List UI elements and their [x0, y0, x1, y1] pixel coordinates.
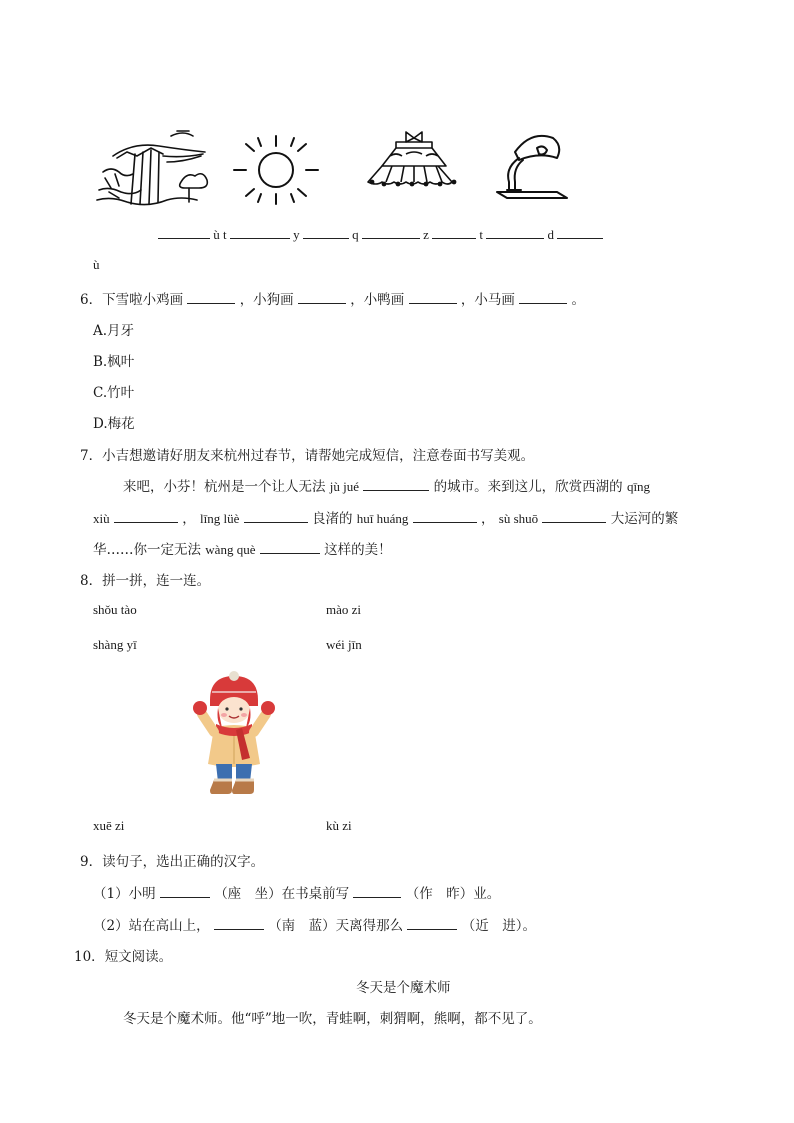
- answer-blank[interactable]: [298, 291, 346, 304]
- passage-text: 冬天是个魔术师。他“呼”地一吹，青蛙啊，刺猬啊，熊啊，都不见了。: [123, 1011, 542, 1027]
- item-text: （南 蓝）天离得那么: [268, 918, 404, 934]
- question-text: ，小鸭画: [350, 292, 405, 308]
- answer-blank[interactable]: [244, 510, 308, 523]
- answer-blank[interactable]: [432, 226, 476, 239]
- winter-child-illustration: [188, 670, 280, 798]
- letter-text: 华……你一定无法: [93, 542, 201, 558]
- letter-text: ，: [182, 511, 196, 527]
- answer-blank[interactable]: [303, 226, 349, 239]
- pinyin-segment: q: [352, 227, 359, 242]
- sun-icon: [228, 134, 324, 206]
- question-number: 10．: [74, 949, 105, 965]
- q9-item-2: [93, 914, 536, 934]
- answer-blank[interactable]: [260, 541, 320, 554]
- letter-text: ，: [481, 511, 495, 527]
- answer-blank[interactable]: [519, 291, 567, 304]
- question-number: 8．: [80, 573, 103, 589]
- pinyin-item[interactable]: kù zi: [326, 818, 352, 833]
- answer-blank[interactable]: [114, 510, 178, 523]
- letter-line-2: [93, 507, 678, 527]
- item-text: （作 昨）业。: [405, 886, 501, 902]
- pinyin-prompt: xiù: [93, 511, 110, 526]
- letter-text: 来吧，小芬！杭州是一个让人无法: [123, 479, 326, 495]
- pinyin-wrap: ù: [93, 257, 100, 272]
- answer-blank[interactable]: [353, 885, 401, 898]
- passage-title: 冬天是个魔术师: [356, 980, 451, 996]
- question-9: [80, 850, 264, 870]
- answer-blank[interactable]: [557, 226, 603, 239]
- pinyin-prompt: sù shuō: [498, 511, 539, 526]
- answer-blank[interactable]: [409, 291, 457, 304]
- answer-blank[interactable]: [413, 510, 477, 523]
- skirt-icon: [362, 128, 466, 190]
- letter-text: 大运河的繁: [610, 511, 679, 527]
- pinyin-item[interactable]: xuē zi: [93, 818, 125, 833]
- pinyin-segment: ù t: [213, 227, 227, 242]
- answer-blank[interactable]: [160, 885, 210, 898]
- pinyin-segment: t: [479, 227, 484, 242]
- desk-lamp-icon: [493, 130, 575, 202]
- answer-blank[interactable]: [542, 510, 606, 523]
- question-6: [80, 288, 585, 308]
- item-text: （1）小明: [93, 886, 156, 902]
- letter-line-1: [123, 475, 650, 495]
- pinyin-segment: z: [423, 227, 429, 242]
- pinyin-item[interactable]: wéi jīn: [326, 637, 362, 652]
- waterfall-icon: [93, 128, 213, 212]
- answer-blank[interactable]: [187, 291, 235, 304]
- pinyin-segment: d: [547, 227, 555, 242]
- item-text: （2）站在高山上，: [93, 918, 210, 934]
- question-7: [80, 444, 534, 464]
- option-d[interactable]: D.梅花: [93, 416, 135, 432]
- answer-blank[interactable]: [363, 478, 429, 491]
- pinyin-prompt: jù jué: [329, 479, 360, 494]
- pinyin-segment: y: [293, 227, 300, 242]
- question-stem: 拼一拼，连一连。: [102, 573, 211, 589]
- pinyin-prompt: wàng què: [205, 542, 256, 557]
- pinyin-prompt: līng lüè: [200, 511, 240, 526]
- question-stem: 小吉想邀请好朋友来杭州过春节，请帮她完成短信，注意卷面书写美观。: [102, 448, 535, 464]
- option-b[interactable]: B.枫叶: [93, 354, 135, 370]
- question-text: 。: [571, 292, 585, 308]
- option-a[interactable]: A.月牙: [93, 323, 135, 339]
- question-stem: 读句子，选出正确的汉字。: [102, 854, 265, 870]
- pinyin-item[interactable]: shàng yī: [93, 637, 137, 652]
- question-text: ，小马画: [460, 292, 515, 308]
- question-8: [80, 569, 210, 589]
- letter-line-3: [93, 538, 392, 558]
- answer-blank[interactable]: [158, 226, 210, 239]
- answer-blank[interactable]: [486, 226, 544, 239]
- pinyin-fill-line: [158, 226, 603, 243]
- pinyin-prompt: huī huáng: [356, 511, 409, 526]
- question-number: 7．: [80, 448, 103, 464]
- answer-blank[interactable]: [407, 917, 457, 930]
- question-number: 9．: [80, 854, 103, 870]
- q9-item-1: [93, 882, 500, 902]
- pinyin-item[interactable]: mào zi: [326, 602, 362, 617]
- question-stem: 短文阅读。: [104, 949, 173, 965]
- pinyin-item[interactable]: shǒu tào: [93, 602, 137, 617]
- question-text: 下雪啦小鸡画: [102, 292, 184, 308]
- option-c[interactable]: C.竹叶: [93, 385, 135, 401]
- question-10: [74, 945, 172, 965]
- answer-blank[interactable]: [230, 226, 290, 239]
- answer-blank[interactable]: [214, 917, 264, 930]
- question-text: ，小狗画: [239, 292, 294, 308]
- answer-blank[interactable]: [362, 226, 420, 239]
- letter-text: 良渚的: [311, 511, 353, 527]
- pinyin-prompt: qīng: [626, 479, 651, 494]
- item-text: （近 进）。: [461, 918, 537, 934]
- letter-text: 的城市。来到这儿，欣赏西湖的: [433, 479, 623, 495]
- question-number: 6．: [80, 292, 103, 308]
- letter-text: 这样的美！: [324, 542, 392, 558]
- item-text: （座 坐）在书桌前写: [214, 886, 350, 902]
